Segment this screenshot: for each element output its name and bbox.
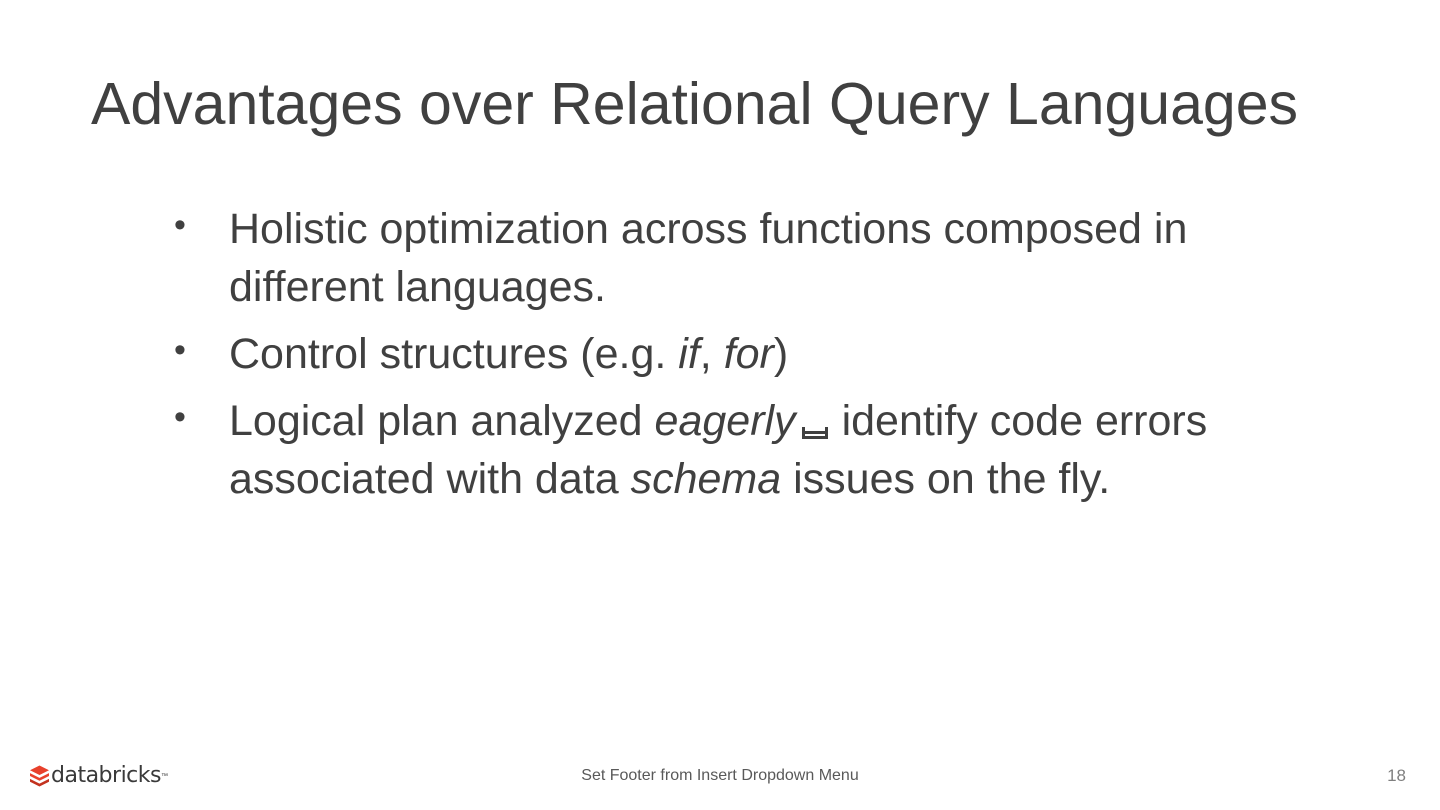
bullet-text-emphasis-if: if — [678, 330, 700, 378]
bullet-text-prefix: Control structures (e.g. — [229, 330, 679, 378]
bullet-list — [172, 200, 1252, 517]
bullet-text-part2: identify code errors associated with data — [229, 397, 1208, 503]
slide-footer — [0, 762, 1440, 790]
bullet-dot: • — [174, 331, 186, 369]
bullet-dot: • — [174, 398, 186, 436]
slide-title: Advantages over Relational Query Languages — [91, 71, 1299, 137]
bullet-item-control-structures — [172, 325, 1252, 383]
bullet-item-logical-plan — [172, 392, 1252, 508]
bullet-text-emphasis-for: for — [723, 330, 774, 378]
bullet-text-part3: issues on the fly. — [781, 455, 1111, 503]
databricks-logo-text: databricks — [51, 763, 161, 788]
bullet-item-holistic-optimization — [172, 200, 1252, 316]
bullet-text-emphasis-schema: schema — [630, 455, 782, 503]
trademark-mark: ™ — [160, 772, 168, 780]
bullet-text-part1: Logical plan analyzed — [229, 397, 655, 445]
bullet-text-emphasis-eagerly: eagerly — [654, 397, 796, 445]
bullet-dot: • — [174, 206, 186, 244]
bullet-text-suffix: ) — [773, 330, 789, 378]
bullet-text-separator: , — [699, 330, 724, 378]
footer-text: Set Footer from Insert Dropdown Menu — [581, 767, 859, 784]
page-number: 18 — [1387, 766, 1406, 785]
bullet-text: Holistic optimization across functions composed in different languages. — [229, 205, 1188, 311]
arrow-icon — [802, 427, 828, 439]
